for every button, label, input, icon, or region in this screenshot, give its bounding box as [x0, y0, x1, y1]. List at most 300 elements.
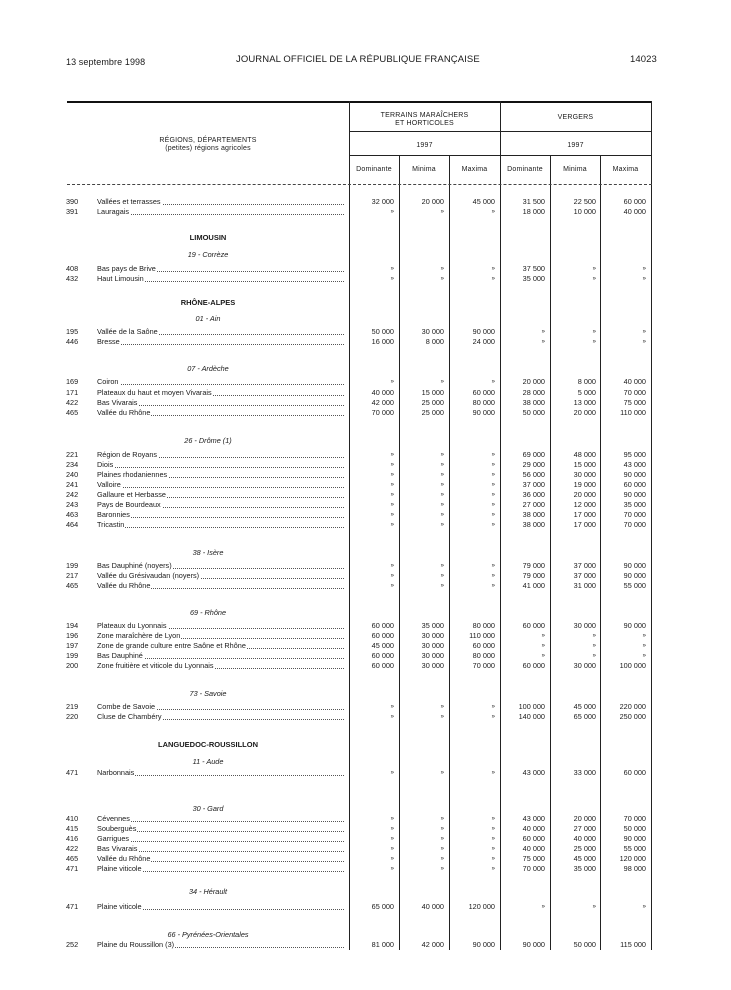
region-name: Bas Dauphiné: [97, 651, 143, 660]
region-name-cell: [97, 460, 347, 470]
value-vergers-minima: 12 000: [573, 500, 596, 509]
value-terrains-dominante: 50 000: [371, 327, 394, 336]
value-vergers-minima: 35 000: [573, 864, 596, 873]
region-code: 465: [66, 854, 79, 863]
value-terrains-maxima: »: [491, 502, 495, 508]
region-name: Plaine viticole: [97, 864, 142, 873]
value-terrains-minima: 30 000: [421, 661, 444, 670]
value-terrains-minima: »: [440, 846, 444, 852]
value-terrains-dominante: »: [390, 452, 394, 458]
value-vergers-dominante: »: [541, 653, 545, 659]
value-vergers-maxima: 60 000: [623, 480, 646, 489]
value-terrains-maxima: »: [491, 522, 495, 528]
region-code: 240: [66, 470, 79, 479]
value-terrains-maxima: 90 000: [472, 940, 495, 949]
value-vergers-dominante: 40 000: [522, 844, 545, 853]
value-vergers-dominante: 18 000: [522, 207, 545, 216]
value-vergers-maxima: 40 000: [623, 377, 646, 386]
value-vergers-maxima: 90 000: [623, 490, 646, 499]
value-vergers-minima: 33 000: [573, 768, 596, 777]
table-row: [0, 824, 731, 834]
value-vergers-maxima: 90 000: [623, 561, 646, 570]
region-name: Plaine du Roussillon (3): [97, 940, 175, 949]
region-name-cell: [97, 408, 347, 418]
region-code: 416: [66, 834, 79, 843]
value-vergers-dominante: 37 000: [522, 480, 545, 489]
value-terrains-maxima: »: [491, 573, 495, 579]
value-terrains-maxima: 60 000: [472, 388, 495, 397]
table-row: [0, 561, 731, 571]
value-vergers-dominante: 90 000: [522, 940, 545, 949]
value-terrains-minima: »: [440, 704, 444, 710]
table-row: [0, 480, 731, 490]
region-name: Combe de Savoie: [97, 702, 156, 711]
region-name-cell: [97, 490, 347, 500]
region-name: Vallée de la Saône: [97, 327, 158, 336]
value-terrains-maxima: 80 000: [472, 398, 495, 407]
department-heading: 26 - Drôme (1): [184, 436, 232, 445]
value-vergers-dominante: 100 000: [518, 702, 545, 711]
value-terrains-dominante: 81 000: [371, 940, 394, 949]
region-name: Bas pays de Brive: [97, 264, 156, 273]
value-terrains-minima: »: [440, 472, 444, 478]
region-name: Souberguès: [97, 824, 137, 833]
region-name: Bresse: [97, 337, 120, 346]
value-terrains-maxima: »: [491, 770, 495, 776]
region-name: Narbonnais: [97, 768, 135, 777]
department-heading: 34 - Hérault: [188, 887, 228, 896]
value-vergers-dominante: 27 000: [522, 500, 545, 509]
department-heading: 69 - Rhône: [189, 608, 227, 617]
region-code: 465: [66, 408, 79, 417]
value-terrains-minima: »: [440, 266, 444, 272]
table-row: [0, 940, 731, 950]
value-terrains-dominante: »: [390, 770, 394, 776]
group-header-vergers: VERGERS: [557, 114, 594, 121]
value-terrains-dominante: »: [390, 563, 394, 569]
value-terrains-dominante: »: [390, 472, 394, 478]
value-vergers-maxima: 55 000: [623, 581, 646, 590]
region-name-cell: [97, 631, 347, 641]
value-terrains-dominante: »: [390, 573, 394, 579]
value-vergers-dominante: 20 000: [522, 377, 545, 386]
value-vergers-minima: 45 000: [573, 854, 596, 863]
region-name-cell: [97, 398, 347, 408]
value-vergers-maxima: 120 000: [619, 854, 646, 863]
value-vergers-minima: 10 000: [573, 207, 596, 216]
value-vergers-dominante: 29 000: [522, 460, 545, 469]
value-vergers-minima: 22 500: [573, 197, 596, 206]
region-name: Plaines rhodaniennes: [97, 470, 168, 479]
value-vergers-minima: 15 000: [573, 460, 596, 469]
value-terrains-minima: »: [440, 276, 444, 282]
table-row: [0, 520, 731, 530]
region-name: Diois: [97, 460, 114, 469]
value-vergers-minima: 50 000: [573, 940, 596, 949]
value-terrains-dominante: »: [390, 462, 394, 468]
value-terrains-dominante: »: [390, 379, 394, 385]
value-terrains-maxima: »: [491, 452, 495, 458]
region-name-cell: [97, 940, 347, 950]
value-vergers-maxima: »: [642, 904, 646, 910]
value-vergers-maxima: 98 000: [623, 864, 646, 873]
region-code: 446: [66, 337, 79, 346]
value-vergers-minima: »: [592, 643, 596, 649]
table-row: [0, 702, 731, 712]
value-terrains-minima: 42 000: [421, 940, 444, 949]
value-terrains-minima: »: [440, 522, 444, 528]
region-name-cell: [97, 661, 347, 671]
region-code: 464: [66, 520, 79, 529]
region-name-cell: [97, 864, 347, 874]
region-name: Zone fruitière et viticole du Lyonnais: [97, 661, 214, 670]
page-header: [0, 54, 731, 68]
region-code: 465: [66, 581, 79, 590]
table-row: [0, 408, 731, 418]
region-name-cell: [97, 641, 347, 651]
regions-header-line1: RÉGIONS, DÉPARTEMENTS: [159, 137, 257, 144]
region-code: 219: [66, 702, 79, 711]
value-terrains-minima: 20 000: [421, 197, 444, 206]
value-vergers-maxima: 250 000: [619, 712, 646, 721]
value-terrains-dominante: »: [390, 704, 394, 710]
value-terrains-maxima: »: [491, 714, 495, 720]
value-vergers-minima: »: [592, 339, 596, 345]
region-name: Cévennes: [97, 814, 130, 823]
region-name-cell: [97, 520, 347, 530]
value-terrains-maxima: »: [491, 266, 495, 272]
value-terrains-maxima: »: [491, 563, 495, 569]
region-name: Valloire: [97, 480, 121, 489]
value-vergers-minima: »: [592, 276, 596, 282]
region-name-cell: [97, 207, 347, 217]
region-name: Zone maraîchère de Lyon: [97, 631, 181, 640]
value-vergers-maxima: 90 000: [623, 834, 646, 843]
table-row: [0, 337, 731, 347]
table-row: [0, 327, 731, 337]
value-terrains-minima: 30 000: [421, 641, 444, 650]
table-row: [0, 470, 731, 480]
value-terrains-dominante: »: [390, 482, 394, 488]
value-terrains-minima: »: [440, 512, 444, 518]
value-terrains-dominante: 65 000: [371, 902, 394, 911]
region-code: 422: [66, 398, 79, 407]
value-vergers-minima: 27 000: [573, 824, 596, 833]
value-terrains-minima: »: [440, 856, 444, 862]
value-vergers-maxima: 70 000: [623, 814, 646, 823]
value-vergers-minima: 40 000: [573, 834, 596, 843]
value-terrains-dominante: 70 000: [371, 408, 394, 417]
value-terrains-minima: 25 000: [421, 398, 444, 407]
value-vergers-minima: 17 000: [573, 510, 596, 519]
header-page-number: 14023: [630, 54, 657, 65]
department-heading: 30 - Gard: [192, 804, 224, 813]
value-vergers-maxima: 55 000: [623, 844, 646, 853]
value-vergers-dominante: »: [541, 339, 545, 345]
value-vergers-maxima: 50 000: [623, 824, 646, 833]
col-header-dominante: Dominante: [507, 166, 543, 173]
region-code: 171: [66, 388, 79, 397]
value-vergers-maxima: 90 000: [623, 470, 646, 479]
region-name-cell: [97, 264, 347, 274]
region-code: 196: [66, 631, 79, 640]
value-vergers-minima: 48 000: [573, 450, 596, 459]
region-name-cell: [97, 571, 347, 581]
table-row: [0, 500, 731, 510]
value-terrains-minima: »: [440, 482, 444, 488]
table-row: [0, 661, 731, 671]
region-name: Gallaure et Herbasse: [97, 490, 166, 499]
value-vergers-dominante: 38 000: [522, 398, 545, 407]
department-heading: 66 - Pyrénées-Orientales: [167, 930, 249, 939]
region-name: Vallées et terrasses: [97, 197, 161, 206]
value-vergers-maxima: 100 000: [619, 661, 646, 670]
region-code: 391: [66, 207, 79, 216]
region-code: 220: [66, 712, 79, 721]
value-terrains-maxima: »: [491, 462, 495, 468]
region-code: 241: [66, 480, 79, 489]
value-vergers-minima: 31 000: [573, 581, 596, 590]
table-row: [0, 844, 731, 854]
region-code: 199: [66, 561, 79, 570]
value-terrains-minima: »: [440, 379, 444, 385]
value-terrains-minima: »: [440, 563, 444, 569]
regions-header-line2: (petites) régions agricoles: [165, 145, 251, 152]
value-terrains-dominante: »: [390, 492, 394, 498]
value-terrains-dominante: »: [390, 583, 394, 589]
value-terrains-maxima: »: [491, 583, 495, 589]
value-terrains-dominante: »: [390, 816, 394, 822]
table-row: [0, 490, 731, 500]
value-vergers-maxima: »: [642, 633, 646, 639]
region-code: 234: [66, 460, 79, 469]
table-row: [0, 197, 731, 207]
value-vergers-dominante: 75 000: [522, 854, 545, 863]
table-row: [0, 581, 731, 591]
region-name-cell: [97, 327, 347, 337]
region-name: Plateaux du Lyonnais: [97, 621, 167, 630]
value-terrains-dominante: »: [390, 714, 394, 720]
value-terrains-dominante: 60 000: [371, 661, 394, 670]
value-vergers-dominante: 28 000: [522, 388, 545, 397]
value-terrains-minima: 30 000: [421, 651, 444, 660]
region-name-cell: [97, 561, 347, 571]
col-header-dominante: Dominante: [356, 166, 392, 173]
value-vergers-minima: 17 000: [573, 520, 596, 529]
value-vergers-maxima: »: [642, 643, 646, 649]
table-row: [0, 571, 731, 581]
region-name-cell: [97, 337, 347, 347]
department-heading: 19 - Corrèze: [187, 250, 229, 259]
value-terrains-minima: »: [440, 816, 444, 822]
value-vergers-minima: 20 000: [573, 408, 596, 417]
value-terrains-minima: »: [440, 826, 444, 832]
region-name: Bas Dauphiné (noyers): [97, 561, 172, 570]
value-vergers-maxima: 35 000: [623, 500, 646, 509]
value-terrains-maxima: 24 000: [472, 337, 495, 346]
value-terrains-dominante: »: [390, 856, 394, 862]
value-terrains-maxima: »: [491, 846, 495, 852]
value-terrains-minima: 30 000: [421, 327, 444, 336]
region-code: 197: [66, 641, 79, 650]
region-name-cell: [97, 388, 347, 398]
region-code: 432: [66, 274, 79, 283]
region-code: 410: [66, 814, 79, 823]
value-vergers-maxima: 90 000: [623, 571, 646, 580]
group1-line2: ET HORTICOLES: [395, 120, 454, 127]
region-name: Plateaux du haut et moyen Vivarais: [97, 388, 212, 397]
value-terrains-minima: 8 000: [425, 337, 444, 346]
value-vergers-dominante: 41 000: [522, 581, 545, 590]
year-header-2: 1997: [567, 142, 584, 149]
value-vergers-dominante: 37 500: [522, 264, 545, 273]
table-top-rule: [67, 101, 652, 103]
value-terrains-dominante: 16 000: [371, 337, 394, 346]
year-header-1: 1997: [416, 142, 433, 149]
table-row: [0, 450, 731, 460]
value-vergers-minima: »: [592, 904, 596, 910]
value-vergers-minima: »: [592, 329, 596, 335]
region-name: Pays de Bourdeaux: [97, 500, 161, 509]
col-header-maxima: Maxima: [461, 166, 488, 173]
value-vergers-minima: 37 000: [573, 561, 596, 570]
header-bottom-rule: [67, 184, 652, 185]
value-vergers-maxima: 115 000: [620, 940, 646, 949]
region-name-cell: [97, 651, 347, 661]
value-vergers-minima: 20 000: [573, 490, 596, 499]
table-row: [0, 621, 731, 631]
value-vergers-minima: 19 000: [573, 480, 596, 489]
value-vergers-maxima: 70 000: [623, 510, 646, 519]
region-name: Lauragais: [97, 207, 130, 216]
value-terrains-dominante: »: [390, 502, 394, 508]
value-vergers-minima: 5 000: [577, 388, 596, 397]
value-terrains-dominante: 60 000: [371, 631, 394, 640]
value-vergers-maxima: »: [642, 339, 646, 345]
region-name: Baronnies: [97, 510, 130, 519]
region-code: 243: [66, 500, 79, 509]
table-row: [0, 902, 731, 912]
table-row: [0, 768, 731, 778]
region-name-cell: [97, 824, 347, 834]
region-name: Tricastin: [97, 520, 125, 529]
value-terrains-minima: »: [440, 866, 444, 872]
value-terrains-minima: »: [440, 583, 444, 589]
region-code: 199: [66, 651, 79, 660]
value-vergers-minima: 45 000: [573, 702, 596, 711]
region-code: 242: [66, 490, 79, 499]
region-name-cell: [97, 902, 347, 912]
region-code: 471: [66, 864, 79, 873]
value-terrains-minima: »: [440, 714, 444, 720]
value-terrains-maxima: »: [491, 482, 495, 488]
region-name-cell: [97, 834, 347, 844]
region-code: 195: [66, 327, 79, 336]
value-terrains-minima: 35 000: [421, 621, 444, 630]
region-code: 471: [66, 902, 79, 911]
value-terrains-dominante: »: [390, 266, 394, 272]
region-name-cell: [97, 274, 347, 284]
region-name: Bas Vivarais: [97, 398, 138, 407]
value-terrains-dominante: 40 000: [371, 388, 394, 397]
value-vergers-minima: 30 000: [573, 470, 596, 479]
value-terrains-maxima: 45 000: [472, 197, 495, 206]
value-vergers-maxima: 60 000: [623, 768, 646, 777]
value-vergers-maxima: 220 000: [619, 702, 646, 711]
value-vergers-maxima: »: [642, 266, 646, 272]
value-terrains-dominante: 42 000: [371, 398, 394, 407]
table-row: [0, 264, 731, 274]
value-vergers-maxima: 40 000: [623, 207, 646, 216]
region-name-cell: [97, 470, 347, 480]
value-vergers-minima: 13 000: [573, 398, 596, 407]
value-terrains-dominante: »: [390, 846, 394, 852]
value-terrains-dominante: 32 000: [371, 197, 394, 206]
value-vergers-minima: »: [592, 266, 596, 272]
value-vergers-maxima: »: [642, 329, 646, 335]
value-terrains-maxima: 80 000: [472, 651, 495, 660]
regions-column-header: [67, 137, 349, 153]
value-terrains-minima: »: [440, 492, 444, 498]
col-header-minima: Minima: [412, 166, 436, 173]
table-row: [0, 460, 731, 470]
value-vergers-dominante: 31 500: [522, 197, 545, 206]
value-vergers-maxima: 75 000: [623, 398, 646, 407]
region-name: Haut Limousin: [97, 274, 144, 283]
value-vergers-maxima: 60 000: [623, 197, 646, 206]
value-terrains-maxima: 70 000: [472, 661, 495, 670]
value-vergers-maxima: 95 000: [623, 450, 646, 459]
value-vergers-dominante: 79 000: [522, 571, 545, 580]
value-terrains-maxima: 110 000: [469, 631, 495, 640]
region-name: Vallée du Rhône: [97, 854, 151, 863]
table-row: [0, 641, 731, 651]
region-heading: LANGUEDOC-ROUSSILLON: [158, 740, 258, 749]
region-name-cell: [97, 581, 347, 591]
region-name-cell: [97, 450, 347, 460]
value-terrains-dominante: 45 000: [371, 641, 394, 650]
table-row: [0, 834, 731, 844]
region-name: Garrigues: [97, 834, 130, 843]
region-code: 408: [66, 264, 79, 273]
value-terrains-dominante: 60 000: [371, 651, 394, 660]
region-name: Vallée du Rhône: [97, 408, 151, 417]
region-name-cell: [97, 768, 347, 778]
value-terrains-maxima: »: [491, 816, 495, 822]
region-name-cell: [97, 621, 347, 631]
header-rule: [349, 155, 651, 156]
value-vergers-dominante: 140 000: [518, 712, 545, 721]
value-terrains-minima: 25 000: [421, 408, 444, 417]
value-vergers-dominante: 69 000: [522, 450, 545, 459]
value-vergers-minima: 8 000: [577, 377, 596, 386]
table-row: [0, 398, 731, 408]
region-name-cell: [97, 500, 347, 510]
value-terrains-dominante: 60 000: [371, 621, 394, 630]
value-vergers-maxima: 70 000: [623, 388, 646, 397]
value-terrains-maxima: »: [491, 512, 495, 518]
value-vergers-dominante: 38 000: [522, 510, 545, 519]
table-row: [0, 631, 731, 641]
value-terrains-minima: »: [440, 502, 444, 508]
value-terrains-dominante: »: [390, 836, 394, 842]
region-name-cell: [97, 844, 347, 854]
region-name-cell: [97, 510, 347, 520]
value-vergers-minima: 37 000: [573, 571, 596, 580]
department-heading: 73 - Savoie: [189, 689, 227, 698]
value-vergers-minima: 65 000: [573, 712, 596, 721]
group-header-terrains: [349, 112, 500, 128]
